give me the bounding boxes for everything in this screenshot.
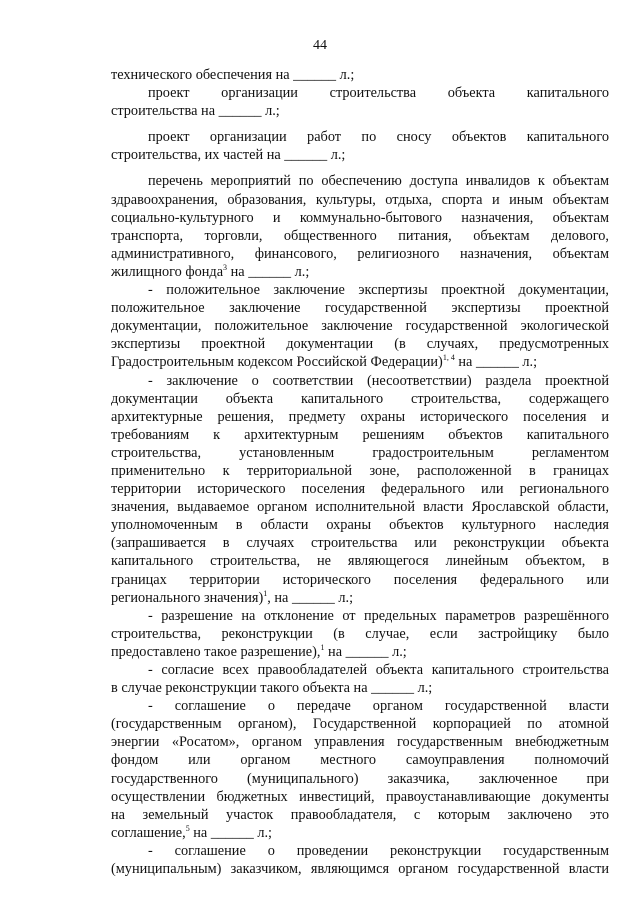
text-line <box>111 172 609 190</box>
text-line <box>111 128 609 146</box>
text-line-main: строительства на ______ л.; <box>111 103 280 120</box>
text-line <box>111 697 609 715</box>
text-line-main: положительное заключение государственной экспертизы проектной <box>111 300 609 317</box>
text-line <box>111 299 609 317</box>
text-line <box>111 571 609 589</box>
text-line-main: применительно к территориальной зоне, расположенной в границах <box>111 462 609 479</box>
text-line <box>111 191 609 209</box>
text-line-main: перечень мероприятий по обеспечению доступа инвалидов к объектам <box>148 173 609 190</box>
text-line <box>111 426 609 444</box>
text-line-main: - соглашение о проведении реконструкции государственным <box>148 842 609 859</box>
text-line <box>111 860 609 878</box>
text-line <box>111 84 609 102</box>
text-line-tail: на ______ л.; <box>189 824 272 841</box>
text-line-tail: на ______ л.; <box>227 263 310 280</box>
text-line-main: значения, выдаваемое органом исполнительной власти Ярославской области, <box>111 499 609 516</box>
text-line-main: - положительное заключение экспертизы проектной документации, <box>148 282 609 299</box>
text-line-main: административного, финансового, религиозного назначения, объектам <box>111 245 609 262</box>
text-line <box>111 625 609 643</box>
text-line-main: проект организации строительства объекта капитального <box>148 85 609 102</box>
text-line-main: (государственным органом), Государственной корпорацией по атомной <box>111 716 609 733</box>
text-line <box>111 824 609 842</box>
text-line-main: границах территории исторического поселения федерального или <box>111 571 609 588</box>
text-line <box>111 661 609 679</box>
text-line-main: строительства, реконструкции (в случае, если застройщику было <box>111 625 609 642</box>
text-line-main: на земельный участок правообладателя, с которым заключено это <box>111 806 609 823</box>
text-line-main: соглашение, <box>111 824 186 841</box>
text-line-main: (запрашивается в случаях строительства или реконструкции объекта <box>111 535 609 552</box>
footnote-ref: 1 <box>263 588 268 598</box>
text-line <box>111 751 609 769</box>
text-line-main: уполномоченным в области охраны объектов культурного наследия <box>111 517 609 534</box>
text-line <box>111 390 609 408</box>
text-line <box>111 733 609 751</box>
text-line <box>111 679 609 697</box>
text-line-main: технического обеспечения на ______ л.; <box>111 67 355 83</box>
text-line-main: предоставлено такое разрешение), <box>111 643 321 660</box>
text-line-main: архитектурные решения, предмету охраны исторического поселения и <box>111 408 609 425</box>
text-line-main: - соглашение о передаче органом государственной власти <box>148 698 609 715</box>
paragraph-gap <box>111 120 609 128</box>
text-line-main: здравоохранения, образования, культуры, отдыха, спорта и иным объектам <box>111 191 609 208</box>
text-line-main: Градостроительным кодексом Российской Федерации) <box>111 354 443 371</box>
text-line-main: проект организации работ по сносу объектов капитального <box>148 129 609 146</box>
text-line <box>111 444 609 462</box>
text-line <box>111 66 609 84</box>
text-line-main: территории исторического поселения федерального или регионального <box>111 481 609 498</box>
footnote-ref: 5 <box>185 823 190 833</box>
text-line-main: осуществлении бюджетных инвестиций, правоустанавливающие документы <box>111 788 609 805</box>
text-line-main: транспорта, торговли, общественного питания, объектам делового, <box>111 227 609 244</box>
text-line <box>111 589 609 607</box>
text-line-main: экспертизы проектной документации (в случаях, предусмотренных <box>111 336 609 353</box>
footnote-ref: 1 <box>320 642 325 652</box>
text-line-main: в случае реконструкции такого объекта на ______ л.; <box>111 680 433 697</box>
text-line-main: строительства, установленным градостроительным регламентом <box>111 444 609 461</box>
text-line <box>111 770 609 788</box>
text-line <box>111 245 609 263</box>
text-line <box>111 227 609 245</box>
text-line <box>111 146 609 164</box>
text-line-tail: на ______ л.; <box>324 643 407 660</box>
text-line <box>111 480 609 498</box>
text-line <box>111 317 609 335</box>
footnote-ref: 1, 4 <box>442 353 455 363</box>
text-line <box>111 842 609 860</box>
text-line <box>111 534 609 552</box>
text-line-main: капитального строительства, не являющегося линейным объектом, в <box>111 553 609 570</box>
text-line <box>111 408 609 426</box>
text-line-main: требованиям к архитектурным решениям объектов капитального <box>111 426 609 443</box>
footnote-ref: 3 <box>223 262 228 272</box>
paragraph-gap <box>111 164 609 172</box>
text-line-main: энергии «Росатом», органом управления государственным внебюджетным <box>111 734 609 751</box>
text-line <box>111 643 609 661</box>
text-line <box>111 462 609 480</box>
text-line <box>111 498 609 516</box>
text-line-main: фондом или органом местного самоуправления полномочий <box>111 752 609 769</box>
page-number: 44 <box>313 38 327 53</box>
text-line <box>111 806 609 824</box>
text-line-main: строительства, их частей на ______ л.; <box>111 147 346 164</box>
text-line <box>111 353 609 371</box>
text-line <box>111 516 609 534</box>
text-line <box>111 209 609 227</box>
text-line-main: регионального значения) <box>111 589 264 606</box>
text-line <box>111 281 609 299</box>
text-line-main: социально-культурного и коммунально-бытового назначения, объектам <box>111 209 609 226</box>
text-line-main: (муниципальным) заказчиком, являющимся органом государственной власти <box>111 861 609 878</box>
text-line <box>111 263 609 281</box>
text-line-main: - согласие всех правообладателей объекта капитального строительства <box>148 662 609 678</box>
text-line-main: документации, положительное заключение государственной экологической <box>111 318 609 335</box>
text-line-main: жилищного фонда <box>111 263 224 280</box>
text-line-tail: на ______ л.; <box>454 354 538 371</box>
text-line <box>111 372 609 390</box>
text-line-main: - разрешение на отклонение от предельных параметров разрешённого <box>148 607 609 624</box>
text-line-main: государственного (муниципального) заказчика, заключенное при <box>111 770 609 787</box>
text-line <box>111 715 609 733</box>
document-body <box>111 66 609 878</box>
text-line-tail: , на ______ л.; <box>267 589 354 606</box>
text-line <box>111 335 609 353</box>
text-line-main: - заключение о соответствии (несоответствии) раздела проектной <box>148 372 609 389</box>
text-line <box>111 607 609 625</box>
text-line <box>111 788 609 806</box>
text-line-main: документации объекта капитального строительства, содержащего <box>111 390 609 407</box>
text-line <box>111 102 609 120</box>
text-line <box>111 552 609 570</box>
